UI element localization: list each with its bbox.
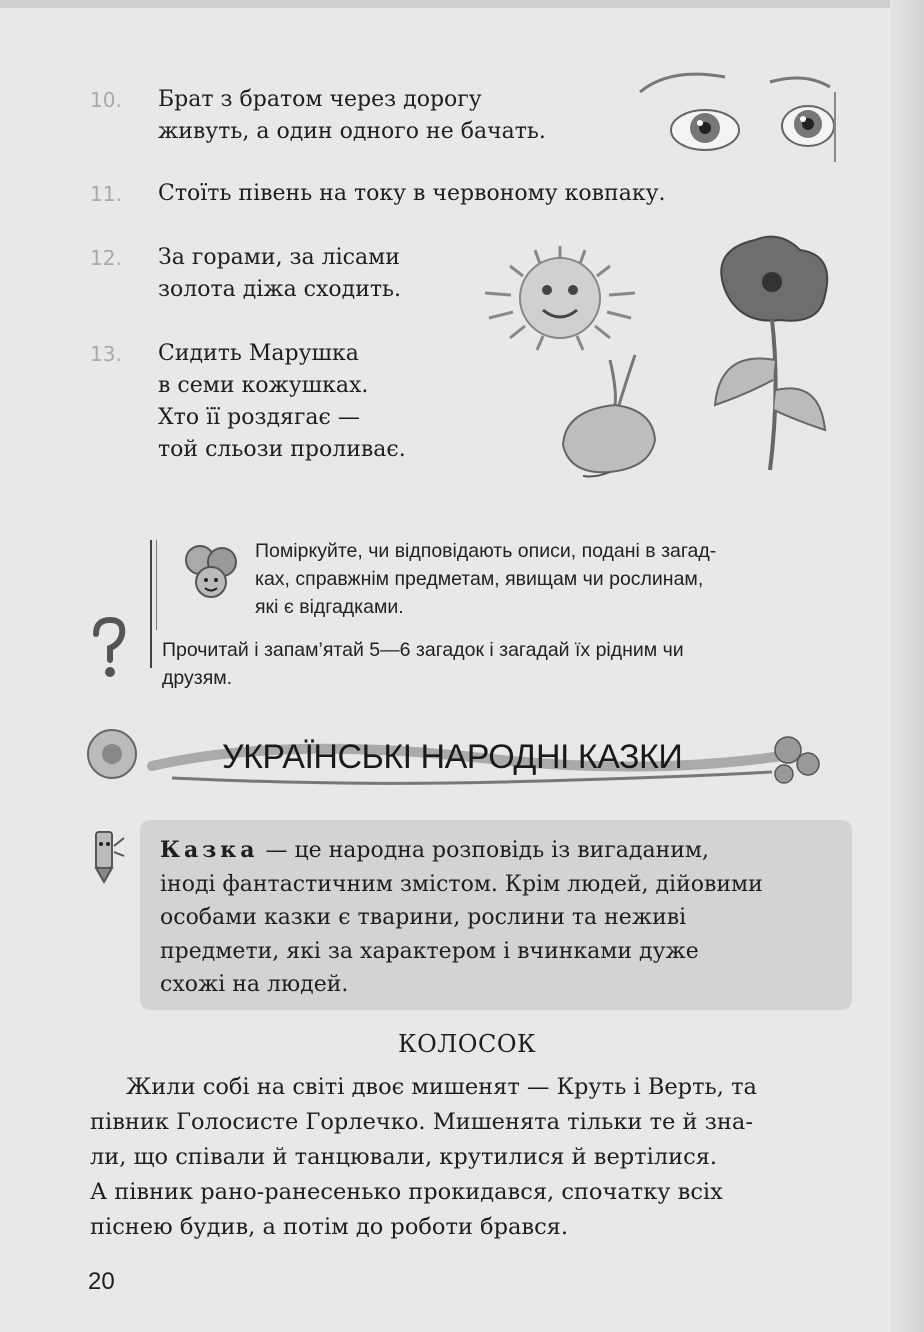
question-mark-icon xyxy=(88,616,128,682)
riddle-number: 11. xyxy=(90,182,122,206)
section-title: УКРАЇНСЬКІ НАРОДНІ КАЗКИ xyxy=(222,738,683,776)
riddle-line: Брат з братом через дорогу xyxy=(158,87,482,112)
riddle-line: Хто її роздягає — xyxy=(158,405,360,430)
riddle-line: той сльози проливає. xyxy=(158,437,406,462)
definition-text xyxy=(160,834,763,1002)
riddle-number: 13. xyxy=(90,342,122,366)
story-line: Жили собі на світі двоє мишенят — Круть і Верть, та xyxy=(126,1074,757,1100)
page-side-edge xyxy=(890,0,924,1332)
riddle-line: золота діжа сходить. xyxy=(158,277,401,302)
definition-line: особами казки є тварини, рослини та неживі xyxy=(160,905,687,930)
riddle-line: живуть, а один одного не бачать. xyxy=(158,119,546,144)
page-number: 20 xyxy=(88,1268,115,1295)
story-title: КОЛОСОК xyxy=(398,1030,537,1058)
definition-first-line xyxy=(160,834,763,868)
poppy-illustration xyxy=(700,230,840,475)
pencil-character-icon xyxy=(84,826,128,886)
story-line: ли, що співали й танцювали, крутилися й вертілися. xyxy=(90,1144,718,1170)
task-line: Прочитай і запам’ятай 5—6 загадок і загадай їх рідним чи xyxy=(162,639,684,661)
riddle-line: Сидить Марушка xyxy=(158,341,359,366)
definition-line: іноді фантастичним змістом. Крім людей, дійовими xyxy=(160,871,763,897)
task-line: ках, справжнім предметам, явищам чи рослинам, xyxy=(255,568,704,590)
definition-line: схожі на людей. xyxy=(160,972,349,997)
riddle-line: Стоїть півень на току в червоному ковпаку. xyxy=(158,181,666,206)
definition-line: — це народна розповідь із вигаданим, xyxy=(258,838,710,863)
riddle-number: 10. xyxy=(90,88,122,112)
discussion-task xyxy=(255,537,716,621)
definition-line: предмети, які за характером і вчинками дуже xyxy=(160,938,699,964)
task-divider-line xyxy=(156,540,157,630)
riddle-line: в семи кожушках. xyxy=(158,373,369,398)
story-line: А півник рано-ранесенько прокидався, спочатку всіх xyxy=(90,1179,723,1205)
memorize-task xyxy=(162,636,684,692)
story-line: піснею будив, а потім до роботи брався. xyxy=(90,1214,569,1240)
task-line: які є відгадками. xyxy=(255,596,404,618)
onion-illustration xyxy=(555,350,675,480)
eyes-illustration xyxy=(630,62,840,172)
children-faces-icon xyxy=(178,540,244,602)
page-top-edge xyxy=(0,0,924,8)
riddle-number: 12. xyxy=(90,246,122,270)
riddle-line: За горами, за лісами xyxy=(158,245,400,270)
definition-term: Казка xyxy=(160,837,259,863)
task-divider-line xyxy=(150,540,152,668)
story-text xyxy=(90,1070,757,1245)
story-line: півник Голосисте Горлечко. Мишенята тільки те й зна- xyxy=(90,1109,753,1135)
sun-illustration xyxy=(475,238,645,358)
task-line: друзям. xyxy=(162,667,233,689)
task-line: Поміркуйте, чи відповідають описи, подані в загад- xyxy=(255,540,717,562)
